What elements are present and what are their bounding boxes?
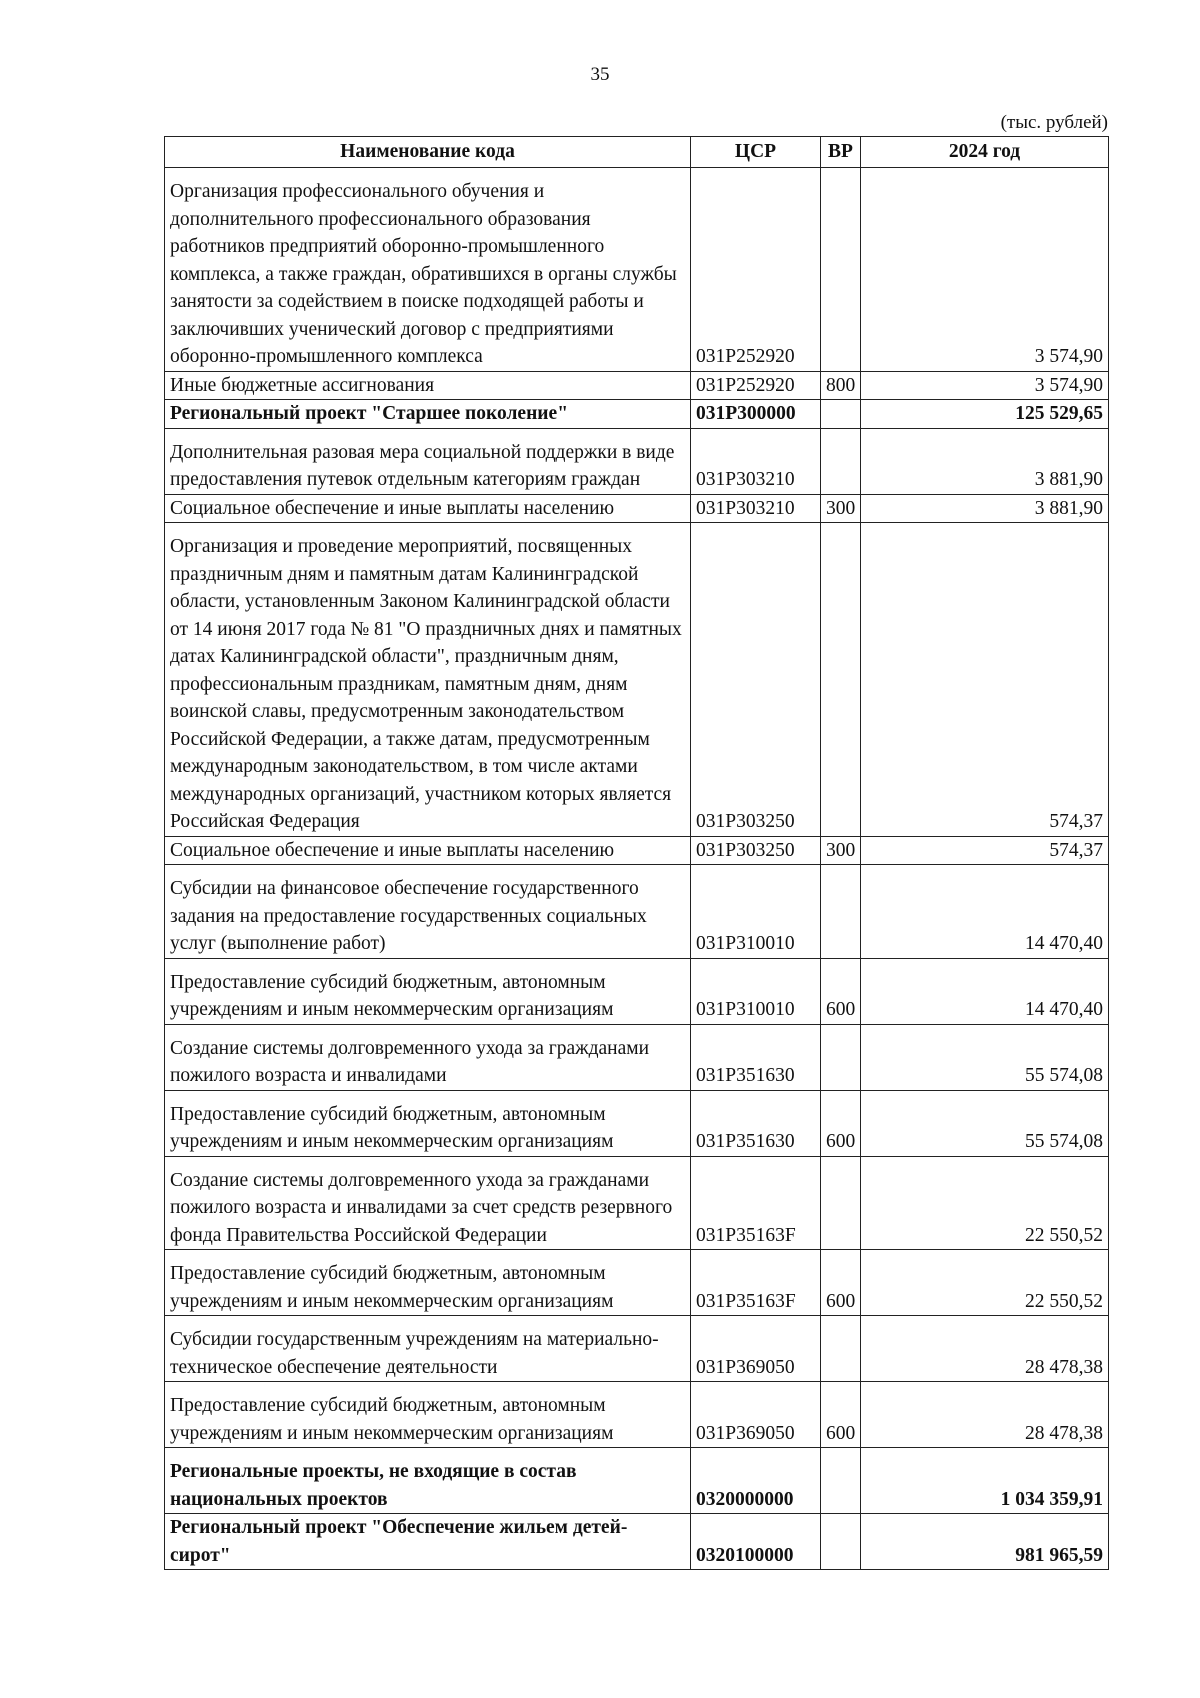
row-amount-cell: 55 574,08 bbox=[861, 1090, 1109, 1156]
row-amount-cell: 574,37 bbox=[861, 523, 1109, 837]
row-amount-cell: 574,37 bbox=[861, 836, 1109, 865]
table-header bbox=[165, 137, 1109, 168]
table-row bbox=[165, 958, 1109, 1024]
row-amount-cell: 3 881,90 bbox=[861, 428, 1109, 494]
row-name-cell: Предоставление субсидий бюджетным, автономным учреждениям и иным некоммерческим организациям bbox=[165, 1382, 691, 1448]
row-amount-cell: 28 478,38 bbox=[861, 1382, 1109, 1448]
row-vr-cell bbox=[821, 428, 861, 494]
row-name-cell: Предоставление субсидий бюджетным, автономным учреждениям и иным некоммерческим организациям bbox=[165, 958, 691, 1024]
row-csr-cell: 031P369050 bbox=[691, 1316, 821, 1382]
row-vr-cell: 800 bbox=[821, 371, 861, 400]
row-name-cell: Субсидии государственным учреждениям на материально-техническое обеспечение деятельности bbox=[165, 1316, 691, 1382]
table-row bbox=[165, 428, 1109, 494]
row-csr-cell: 031P310010 bbox=[691, 865, 821, 959]
row-vr-cell bbox=[821, 400, 861, 429]
units-label: (тыс. рублей) bbox=[1000, 112, 1108, 133]
row-vr-cell bbox=[821, 1448, 861, 1514]
table-row bbox=[165, 1514, 1109, 1570]
table-row bbox=[165, 168, 1109, 372]
row-csr-cell: 031P35163F bbox=[691, 1250, 821, 1316]
row-vr-cell: 600 bbox=[821, 1090, 861, 1156]
header-year: 2024 год bbox=[861, 137, 1109, 168]
row-csr-cell: 031P369050 bbox=[691, 1382, 821, 1448]
row-name-cell: Региональные проекты, не входящие в состав национальных проектов bbox=[165, 1448, 691, 1514]
row-vr-cell bbox=[821, 1024, 861, 1090]
row-vr-cell bbox=[821, 1316, 861, 1382]
row-amount-cell: 1 034 359,91 bbox=[861, 1448, 1109, 1514]
header-csr: ЦСР bbox=[691, 137, 821, 168]
row-csr-cell: 031P303210 bbox=[691, 428, 821, 494]
row-name-cell: Организация и проведение мероприятий, посвященных праздничным дням и памятным датам Калининградской области, установленным Законом Калининградской области от 14 июня 2017 года № 81 "О праздничных днях и памятных датах Калининградской области", праздничным дням, профессиональным праздникам, памятным дням, дням воинской славы, предусмотренным законодательством Российской Федерации, а также датам, предусмотренным международным законодательством, в том числе актами международных организаций, участником которых является Российская Федерация bbox=[165, 523, 691, 837]
row-csr-cell: 0320000000 bbox=[691, 1448, 821, 1514]
row-name-cell: Региональный проект "Старшее поколение" bbox=[165, 400, 691, 429]
row-amount-cell: 3 881,90 bbox=[861, 494, 1109, 523]
row-vr-cell: 300 bbox=[821, 836, 861, 865]
row-name-cell: Предоставление субсидий бюджетным, автономным учреждениям и иным некоммерческим организациям bbox=[165, 1090, 691, 1156]
table-row bbox=[165, 371, 1109, 400]
row-amount-cell: 22 550,52 bbox=[861, 1156, 1109, 1250]
row-name-cell: Создание системы долговременного ухода за гражданами пожилого возраста и инвалидами bbox=[165, 1024, 691, 1090]
table-row bbox=[165, 1024, 1109, 1090]
table-row bbox=[165, 1090, 1109, 1156]
row-csr-cell: 031P300000 bbox=[691, 400, 821, 429]
row-csr-cell: 031P303250 bbox=[691, 523, 821, 837]
row-vr-cell: 600 bbox=[821, 958, 861, 1024]
row-amount-cell: 3 574,90 bbox=[861, 168, 1109, 372]
row-csr-cell: 031P252920 bbox=[691, 371, 821, 400]
header-name: Наименование кода bbox=[165, 137, 691, 168]
row-vr-cell bbox=[821, 168, 861, 372]
row-name-cell: Субсидии на финансовое обеспечение государственного задания на предоставление государственных социальных услуг (выполнение работ) bbox=[165, 865, 691, 959]
row-csr-cell: 031P310010 bbox=[691, 958, 821, 1024]
row-csr-cell: 031P351630 bbox=[691, 1024, 821, 1090]
row-name-cell: Создание системы долговременного ухода за гражданами пожилого возраста и инвалидами за счет средств резервного фонда Правительства Российской Федерации bbox=[165, 1156, 691, 1250]
row-name-cell: Социальное обеспечение и иные выплаты населению bbox=[165, 836, 691, 865]
table-row bbox=[165, 1448, 1109, 1514]
row-csr-cell: 031P303210 bbox=[691, 494, 821, 523]
row-csr-cell: 031P303250 bbox=[691, 836, 821, 865]
table-row bbox=[165, 1250, 1109, 1316]
row-amount-cell: 22 550,52 bbox=[861, 1250, 1109, 1316]
row-name-cell: Региональный проект "Обеспечение жильем детей-сирот" bbox=[165, 1514, 691, 1570]
row-csr-cell: 031P35163F bbox=[691, 1156, 821, 1250]
row-vr-cell bbox=[821, 1156, 861, 1250]
row-vr-cell: 300 bbox=[821, 494, 861, 523]
row-csr-cell: 031P351630 bbox=[691, 1090, 821, 1156]
row-vr-cell bbox=[821, 865, 861, 959]
row-amount-cell: 981 965,59 bbox=[861, 1514, 1109, 1570]
budget-table bbox=[164, 136, 1109, 1570]
table-row bbox=[165, 523, 1109, 837]
row-vr-cell bbox=[821, 523, 861, 837]
table-row bbox=[165, 1382, 1109, 1448]
row-vr-cell: 600 bbox=[821, 1250, 861, 1316]
table-row bbox=[165, 494, 1109, 523]
table-row bbox=[165, 836, 1109, 865]
row-name-cell: Организация профессионального обучения и дополнительного профессионального образования работников предприятий оборонно-промышленного комплекса, а также граждан, обратившихся в органы службы занятости за содействием в поиске подходящей работы и заключивших ученический договор с предприятиями оборонно-промышленного комплекса bbox=[165, 168, 691, 372]
row-amount-cell: 14 470,40 bbox=[861, 865, 1109, 959]
table-row bbox=[165, 865, 1109, 959]
row-name-cell: Социальное обеспечение и иные выплаты населению bbox=[165, 494, 691, 523]
table-row bbox=[165, 1156, 1109, 1250]
row-amount-cell: 125 529,65 bbox=[861, 400, 1109, 429]
row-name-cell: Предоставление субсидий бюджетным, автономным учреждениям и иным некоммерческим организациям bbox=[165, 1250, 691, 1316]
row-amount-cell: 28 478,38 bbox=[861, 1316, 1109, 1382]
row-amount-cell: 14 470,40 bbox=[861, 958, 1109, 1024]
page-number: 35 bbox=[590, 64, 610, 85]
table-body bbox=[165, 168, 1109, 1570]
table-row bbox=[165, 400, 1109, 429]
row-name-cell: Иные бюджетные ассигнования bbox=[165, 371, 691, 400]
row-name-cell: Дополнительная разовая мера социальной поддержки в виде предоставления путевок отдельным категориям граждан bbox=[165, 428, 691, 494]
row-amount-cell: 55 574,08 bbox=[861, 1024, 1109, 1090]
header-vr: ВР bbox=[821, 137, 861, 168]
row-vr-cell bbox=[821, 1514, 861, 1570]
row-csr-cell: 031P252920 bbox=[691, 168, 821, 372]
row-amount-cell: 3 574,90 bbox=[861, 371, 1109, 400]
table-row bbox=[165, 1316, 1109, 1382]
header-row bbox=[165, 137, 1109, 168]
row-csr-cell: 0320100000 bbox=[691, 1514, 821, 1570]
row-vr-cell: 600 bbox=[821, 1382, 861, 1448]
